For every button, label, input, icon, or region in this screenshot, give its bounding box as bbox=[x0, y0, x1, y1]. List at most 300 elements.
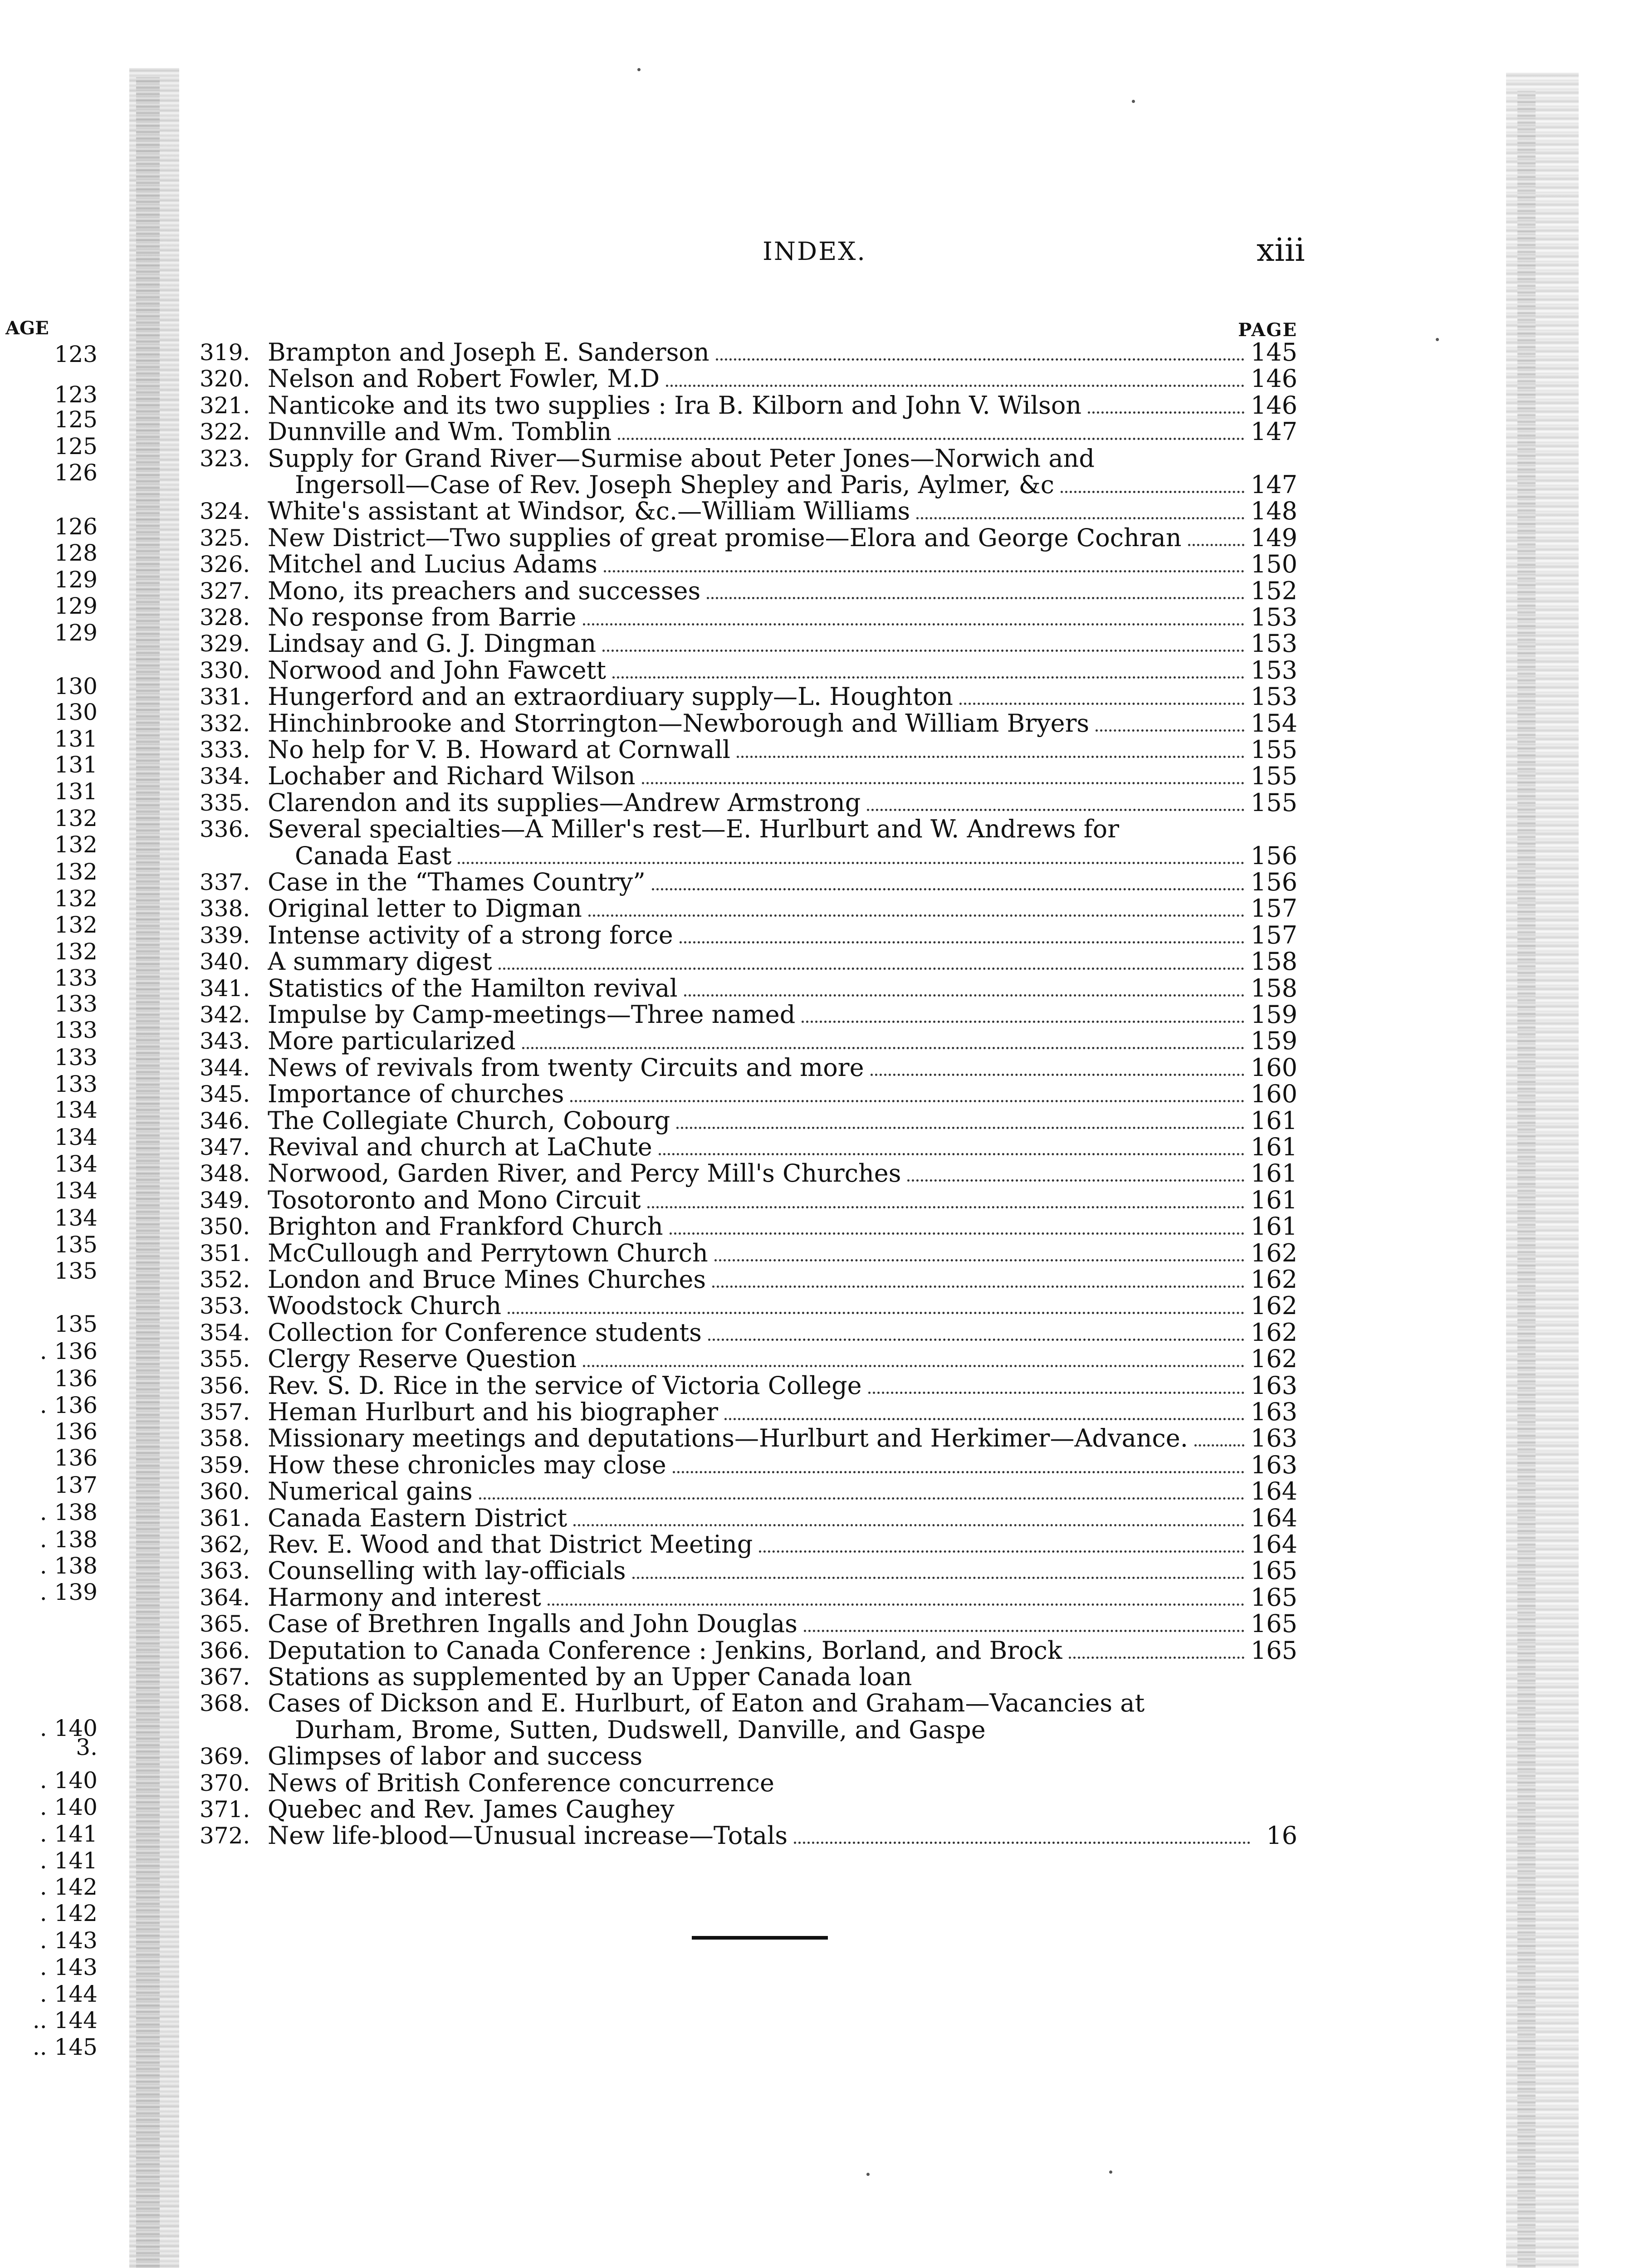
index-entry bbox=[200, 1796, 1297, 1823]
entry-title-line bbox=[295, 1717, 1297, 1743]
facing-page-number: . 140 bbox=[39, 1715, 98, 1741]
index-entry bbox=[200, 948, 1297, 975]
dot-leader bbox=[458, 862, 1244, 864]
facing-page-number: 123 bbox=[54, 381, 98, 408]
entry-text: Clergy Reserve Question bbox=[268, 1346, 577, 1373]
entry-text: Importance of churches bbox=[268, 1081, 564, 1108]
entry-page-number: 159 bbox=[1250, 1028, 1297, 1055]
entry-number: 350. bbox=[200, 1213, 250, 1240]
index-entry bbox=[200, 498, 1297, 524]
entry-title-line bbox=[268, 1478, 1297, 1505]
dot-leader bbox=[794, 1842, 1250, 1844]
running-head-title: INDEX. bbox=[763, 237, 866, 266]
entry-page-number: 160 bbox=[1250, 1081, 1297, 1108]
dot-leader bbox=[647, 1206, 1244, 1208]
entry-title-line bbox=[268, 1160, 1297, 1188]
entry-number: 332. bbox=[200, 710, 250, 737]
entry-title-line bbox=[268, 1373, 1297, 1400]
entry-page-number: 164 bbox=[1250, 1478, 1297, 1505]
entry-text: Hinchinbrooke and Storrington—Newborough and William Bryers bbox=[268, 710, 1090, 738]
entry-number: 346. bbox=[200, 1108, 250, 1134]
dot-leader bbox=[652, 888, 1244, 890]
entry-page-number: 163 bbox=[1250, 1399, 1297, 1426]
entry-number: 327. bbox=[200, 578, 250, 604]
entry-text: Statistics of the Hamilton revival bbox=[268, 975, 678, 1002]
dot-leader bbox=[670, 1232, 1244, 1235]
dot-leader bbox=[583, 623, 1244, 626]
entry-number: 356. bbox=[200, 1373, 250, 1399]
entry-page-number: 156 bbox=[1250, 843, 1297, 870]
dot-leader bbox=[737, 756, 1244, 758]
entry-text: Ingersoll—Case of Rev. Joseph Shepley and Paris, Aylmer, &c bbox=[295, 472, 1054, 499]
index-entry bbox=[200, 339, 1297, 366]
entry-number: 365. bbox=[200, 1611, 250, 1637]
entry-page-number: 164 bbox=[1250, 1505, 1297, 1532]
entry-title-line bbox=[268, 1187, 1297, 1214]
page-edge-texture bbox=[1517, 91, 1536, 2268]
index-entry bbox=[200, 790, 1297, 816]
entry-number: 367. bbox=[200, 1664, 250, 1690]
entry-number: 342. bbox=[200, 1002, 250, 1028]
index-entry bbox=[200, 419, 1297, 445]
facing-page-number: 131 bbox=[54, 778, 98, 805]
entry-title-line bbox=[295, 843, 1297, 870]
dot-leader bbox=[1061, 491, 1244, 493]
index-entry bbox=[200, 975, 1297, 1002]
entry-page-number: 161 bbox=[1250, 1134, 1297, 1161]
entry-title-line bbox=[268, 816, 1297, 842]
facing-page-number: 134 bbox=[54, 1097, 98, 1123]
entry-page-number: 163 bbox=[1250, 1425, 1297, 1452]
entry-number: 326. bbox=[200, 551, 250, 577]
index-entry bbox=[200, 1531, 1297, 1558]
entry-page-number: 160 bbox=[1250, 1055, 1297, 1082]
entry-page-number: 159 bbox=[1250, 1002, 1297, 1029]
entry-page-number: 162 bbox=[1250, 1293, 1297, 1320]
entry-text: News of revivals from twenty Circuits and more bbox=[268, 1055, 864, 1082]
entry-number: 355. bbox=[200, 1346, 250, 1372]
entry-number: 357. bbox=[200, 1399, 250, 1425]
entry-text: Nanticoke and its two supplies : Ira B. Kilborn and John V. Wilson bbox=[268, 392, 1082, 420]
entry-title-line bbox=[268, 1346, 1297, 1373]
facing-page-number: 133 bbox=[54, 1017, 98, 1043]
entry-page-number: 162 bbox=[1250, 1266, 1297, 1294]
facing-page-number: 3. bbox=[76, 1734, 98, 1760]
paper-speck bbox=[1436, 338, 1439, 341]
entry-title-line bbox=[295, 472, 1297, 499]
dot-leader bbox=[907, 1179, 1244, 1182]
paper-speck bbox=[866, 2173, 870, 2176]
index-entry bbox=[200, 1081, 1297, 1107]
entry-number: 336. bbox=[200, 816, 250, 842]
facing-page-number: . 142 bbox=[39, 1874, 98, 1900]
binding-gutter-texture bbox=[136, 77, 160, 2268]
entry-number: 338. bbox=[200, 895, 250, 922]
entry-title-line bbox=[268, 525, 1297, 552]
entry-page-number: 163 bbox=[1250, 1373, 1297, 1400]
facing-page-number: 135 bbox=[54, 1232, 98, 1258]
entry-text: No help for V. B. Howard at Cornwall bbox=[268, 737, 731, 764]
index-entry bbox=[200, 445, 1297, 472]
index-entry bbox=[200, 551, 1297, 577]
facing-page-number: 136 bbox=[54, 1445, 98, 1471]
entry-title-line bbox=[268, 1770, 1297, 1796]
paper-speck bbox=[1109, 2170, 1112, 2174]
index-entry bbox=[200, 843, 1297, 869]
index-entry bbox=[200, 1320, 1297, 1346]
index-entry bbox=[200, 366, 1297, 392]
facing-page-number: 125 bbox=[54, 406, 98, 433]
facing-page-number: . 140 bbox=[39, 1794, 98, 1820]
entry-text: Case of Brethren Ingalls and John Douglas bbox=[268, 1611, 797, 1638]
facing-page-number: . 143 bbox=[39, 1927, 98, 1954]
index-entry bbox=[200, 525, 1297, 551]
entry-page-number: 153 bbox=[1250, 684, 1297, 711]
dot-leader bbox=[676, 1127, 1244, 1129]
paper-speck bbox=[637, 68, 641, 71]
dot-leader bbox=[499, 968, 1244, 970]
entry-text: More particularized bbox=[268, 1028, 516, 1055]
facing-page-number: 134 bbox=[54, 1205, 98, 1231]
entry-title-line bbox=[268, 631, 1297, 658]
dot-leader bbox=[604, 570, 1244, 572]
entry-number: 343. bbox=[200, 1028, 250, 1054]
index-entry bbox=[200, 1028, 1297, 1054]
entry-text: Missionary meetings and deputations—Hurlburt and Herkimer—Advance. bbox=[268, 1425, 1188, 1452]
entry-text: McCullough and Perrytown Church bbox=[268, 1240, 708, 1267]
facing-page-number: 130 bbox=[54, 673, 98, 699]
index-entry bbox=[200, 1108, 1297, 1134]
facing-page-number: 129 bbox=[54, 593, 98, 619]
entry-number: 352. bbox=[200, 1266, 250, 1293]
entry-number: 348. bbox=[200, 1160, 250, 1187]
index-entry bbox=[200, 1584, 1297, 1611]
entry-page-number: 164 bbox=[1250, 1531, 1297, 1559]
entry-page-number: 161 bbox=[1250, 1160, 1297, 1188]
entry-number: 333. bbox=[200, 737, 250, 763]
dot-leader bbox=[712, 1286, 1244, 1288]
entry-number: 369. bbox=[200, 1743, 250, 1769]
entry-title-line bbox=[268, 763, 1297, 790]
entry-page-number: 156 bbox=[1250, 869, 1297, 896]
entry-page-number: 146 bbox=[1250, 392, 1297, 420]
entry-title-line bbox=[268, 1664, 1297, 1690]
dot-leader bbox=[868, 1392, 1244, 1394]
entry-title-line bbox=[268, 1134, 1297, 1161]
index-entry bbox=[200, 1611, 1297, 1637]
index-entry bbox=[200, 1293, 1297, 1319]
facing-page-column-label: AGE bbox=[5, 318, 49, 339]
index-entry bbox=[200, 1399, 1297, 1425]
entry-text: Heman Hurlburt and his biographer bbox=[268, 1399, 719, 1426]
facing-page-number: . 140 bbox=[39, 1767, 98, 1794]
index-entry bbox=[200, 578, 1297, 604]
entry-page-number: 157 bbox=[1250, 922, 1297, 949]
entry-title-line bbox=[268, 551, 1297, 578]
entry-page-number: 158 bbox=[1250, 975, 1297, 1002]
entry-page-number: 163 bbox=[1250, 1452, 1297, 1479]
entry-number: 362, bbox=[200, 1531, 250, 1558]
entry-number: 359. bbox=[200, 1452, 250, 1478]
dot-leader bbox=[642, 782, 1244, 784]
index-entry bbox=[200, 1213, 1297, 1240]
entry-number: 370. bbox=[200, 1770, 250, 1796]
entry-title-line bbox=[268, 1320, 1297, 1347]
facing-page-number: 134 bbox=[54, 1178, 98, 1204]
dot-leader bbox=[479, 1497, 1244, 1500]
entry-text: No response from Barrie bbox=[268, 604, 577, 631]
entry-title-line bbox=[268, 498, 1297, 525]
entry-number: 366. bbox=[200, 1637, 250, 1664]
entry-number: 349. bbox=[200, 1187, 250, 1213]
dot-leader bbox=[1088, 411, 1244, 414]
facing-page-number: 133 bbox=[54, 991, 98, 1017]
dot-leader bbox=[659, 1153, 1244, 1155]
entry-text: Durham, Brome, Sutten, Dudswell, Danville, and Gaspe bbox=[295, 1717, 986, 1743]
entry-title-line bbox=[268, 1584, 1297, 1612]
dot-leader bbox=[724, 1418, 1244, 1420]
entry-page-number: 153 bbox=[1250, 657, 1297, 684]
entry-page-number: 153 bbox=[1250, 631, 1297, 658]
facing-page-number: 132 bbox=[54, 831, 98, 858]
dot-leader bbox=[508, 1312, 1244, 1314]
facing-page-number: 136 bbox=[54, 1418, 98, 1445]
entry-title-line bbox=[268, 578, 1297, 605]
closing-rule bbox=[692, 1936, 828, 1940]
facing-page-number: 132 bbox=[54, 885, 98, 912]
facing-page-number: 132 bbox=[54, 859, 98, 885]
entry-text: New District—Two supplies of great promise—Elora and George Cochran bbox=[268, 525, 1182, 552]
entry-text: Glimpses of labor and success bbox=[268, 1743, 643, 1769]
facing-page-number: . 139 bbox=[39, 1579, 98, 1605]
entry-text: Nelson and Robert Fowler, M.D bbox=[268, 366, 660, 393]
entry-number: 335. bbox=[200, 790, 250, 816]
entry-title-line bbox=[268, 339, 1297, 367]
entry-title-line bbox=[268, 1108, 1297, 1135]
facing-page-number: 129 bbox=[54, 620, 98, 646]
entry-title-line bbox=[268, 1213, 1297, 1241]
facing-page-number: . 141 bbox=[39, 1821, 98, 1847]
entry-page-number: 153 bbox=[1250, 604, 1297, 631]
entry-title-line bbox=[268, 1293, 1297, 1320]
entry-text: Intense activity of a strong force bbox=[268, 922, 673, 949]
facing-page-number: 132 bbox=[54, 912, 98, 938]
facing-page-number: . 138 bbox=[39, 1499, 98, 1525]
entry-title-line bbox=[268, 1796, 1297, 1823]
dot-leader bbox=[714, 1259, 1244, 1261]
entry-page-number: 161 bbox=[1250, 1108, 1297, 1135]
index-entry bbox=[200, 1346, 1297, 1372]
dot-leader bbox=[804, 1630, 1244, 1632]
entry-number: 320. bbox=[200, 366, 250, 392]
facing-page-number: 136 bbox=[54, 1365, 98, 1392]
index-entry bbox=[200, 763, 1297, 789]
entry-text: Stations as supplemented by an Upper Canada loan bbox=[268, 1664, 912, 1690]
dot-leader bbox=[1194, 1444, 1244, 1447]
entry-number: 323. bbox=[200, 445, 250, 472]
entry-number: 372. bbox=[200, 1823, 250, 1849]
facing-page-number: 137 bbox=[54, 1472, 98, 1498]
entry-title-line bbox=[268, 1505, 1297, 1532]
index-entry bbox=[200, 1717, 1297, 1743]
entry-text: How these chronicles may close bbox=[268, 1452, 666, 1479]
facing-page-number: 134 bbox=[54, 1124, 98, 1150]
entry-title-line bbox=[268, 604, 1297, 631]
entry-text: Brighton and Frankford Church bbox=[268, 1213, 663, 1241]
facing-page-number: 135 bbox=[54, 1258, 98, 1284]
index-entry bbox=[200, 631, 1297, 657]
dot-leader bbox=[684, 994, 1244, 997]
entry-number: 344. bbox=[200, 1055, 250, 1081]
entry-number: 331. bbox=[200, 684, 250, 710]
facing-page-number: . 136 bbox=[39, 1392, 98, 1418]
entry-page-number: 155 bbox=[1250, 763, 1297, 790]
dot-leader bbox=[802, 1021, 1244, 1023]
entry-text: Case in the “Thames Country” bbox=[268, 869, 646, 896]
index-entry bbox=[200, 710, 1297, 737]
entry-title-line bbox=[268, 922, 1297, 949]
facing-page-number: 125 bbox=[54, 433, 98, 459]
entry-text: Brampton and Joseph E. Sanderson bbox=[268, 339, 709, 367]
entry-page-number: 165 bbox=[1250, 1558, 1297, 1585]
entry-title-line bbox=[268, 869, 1297, 896]
entry-text: Lindsay and G. J. Dingman bbox=[268, 631, 597, 658]
entry-text: Dunnville and Wm. Tomblin bbox=[268, 419, 612, 446]
entry-text: Woodstock Church bbox=[268, 1293, 502, 1320]
index-entry bbox=[200, 922, 1297, 948]
index-entry bbox=[200, 1452, 1297, 1478]
facing-page-number: . 143 bbox=[39, 1954, 98, 1980]
index-entry bbox=[200, 1664, 1297, 1690]
index-entry bbox=[200, 1637, 1297, 1664]
dot-leader bbox=[632, 1577, 1244, 1579]
index-entry bbox=[200, 1002, 1297, 1028]
facing-page-number: 131 bbox=[54, 726, 98, 752]
index-entry bbox=[200, 392, 1297, 419]
entry-number: 334. bbox=[200, 763, 250, 789]
facing-page-number: . 138 bbox=[39, 1526, 98, 1553]
entry-title-line bbox=[268, 1002, 1297, 1029]
facing-page-number: 131 bbox=[54, 752, 98, 778]
entry-text: White's assistant at Windsor, &c.—William Williams bbox=[268, 498, 910, 525]
index-entry bbox=[200, 1690, 1297, 1716]
dot-leader bbox=[522, 1047, 1244, 1049]
entry-number: 319. bbox=[200, 339, 250, 366]
dot-leader bbox=[871, 1074, 1244, 1076]
entry-text: Impulse by Camp-meetings—Three named bbox=[268, 1002, 796, 1029]
dot-leader bbox=[666, 385, 1244, 387]
entry-text: Collection for Conference students bbox=[268, 1320, 702, 1347]
entry-title-line bbox=[268, 737, 1297, 764]
index-entry bbox=[200, 1770, 1297, 1796]
facing-page-number: 133 bbox=[54, 1044, 98, 1070]
entry-page-number: 161 bbox=[1250, 1213, 1297, 1241]
dot-leader bbox=[583, 1365, 1244, 1367]
dot-leader bbox=[1188, 544, 1244, 546]
entry-number: 364. bbox=[200, 1584, 250, 1611]
entry-number: 340. bbox=[200, 948, 250, 975]
entry-page-number: 165 bbox=[1250, 1637, 1297, 1665]
entry-title-line bbox=[268, 1637, 1297, 1665]
entry-number: 360. bbox=[200, 1478, 250, 1505]
entry-title-line bbox=[268, 366, 1297, 393]
page-column-label: PAGE bbox=[1238, 319, 1297, 341]
entry-page-number: 146 bbox=[1250, 366, 1297, 393]
entry-title-line bbox=[268, 1531, 1297, 1559]
dot-leader bbox=[673, 1471, 1244, 1473]
entry-page-number: 155 bbox=[1250, 790, 1297, 817]
entry-number: 325. bbox=[200, 525, 250, 551]
entry-title-line bbox=[268, 1240, 1297, 1267]
entry-text: Revival and church at LaChute bbox=[268, 1134, 652, 1161]
entry-text: Original letter to Digman bbox=[268, 895, 582, 923]
entry-page-number: 162 bbox=[1250, 1240, 1297, 1267]
entry-title-line bbox=[268, 392, 1297, 420]
entry-title-line bbox=[268, 684, 1297, 711]
entry-text: Mono, its preachers and successes bbox=[268, 578, 701, 605]
dot-leader bbox=[612, 676, 1244, 679]
dot-leader bbox=[1096, 729, 1244, 732]
entry-number: 330. bbox=[200, 657, 250, 684]
entry-number: 361. bbox=[200, 1505, 250, 1531]
facing-page-number: 123 bbox=[54, 341, 98, 367]
index-entry bbox=[200, 737, 1297, 763]
index-entry bbox=[200, 1266, 1297, 1293]
entry-text: Norwood and John Fawcett bbox=[268, 657, 606, 684]
facing-page-number: 126 bbox=[54, 513, 98, 540]
entry-text: Lochaber and Richard Wilson bbox=[268, 763, 636, 790]
entry-page-number: 148 bbox=[1250, 498, 1297, 525]
entry-number: 321. bbox=[200, 392, 250, 419]
facing-page-number: .. 144 bbox=[32, 2007, 98, 2033]
index-entry bbox=[200, 1425, 1297, 1452]
entry-text: Deputation to Canada Conference : Jenkins, Borland, and Brock bbox=[268, 1637, 1062, 1665]
index-entry bbox=[200, 1240, 1297, 1266]
facing-page-number: . 141 bbox=[39, 1848, 98, 1874]
entry-page-number: 16 bbox=[1266, 1823, 1297, 1850]
entry-text: Cases of Dickson and E. Hurlburt, of Eaton and Graham—Vacancies at bbox=[268, 1690, 1145, 1716]
index-entry bbox=[200, 1823, 1297, 1849]
dot-leader bbox=[1069, 1657, 1244, 1659]
entry-text: Canada Eastern District bbox=[268, 1505, 567, 1532]
entry-title-line bbox=[268, 1081, 1297, 1108]
facing-page-number: . 142 bbox=[39, 1900, 98, 1926]
entry-title-line bbox=[268, 895, 1297, 923]
facing-page-number: 128 bbox=[54, 540, 98, 566]
entry-number: 324. bbox=[200, 498, 250, 524]
page-edge-shadow bbox=[1506, 73, 1579, 2268]
entry-title-line bbox=[268, 1823, 1297, 1850]
folio-page-number: xiii bbox=[1257, 231, 1305, 269]
dot-leader bbox=[707, 597, 1244, 599]
dot-leader bbox=[618, 438, 1244, 440]
paper-speck bbox=[1132, 100, 1135, 103]
entry-title-line bbox=[268, 1266, 1297, 1294]
entry-text: Canada East bbox=[295, 843, 452, 870]
index-entry bbox=[200, 1478, 1297, 1505]
dot-leader bbox=[573, 1524, 1244, 1526]
entry-page-number: 149 bbox=[1250, 525, 1297, 552]
entry-title-line bbox=[268, 1425, 1297, 1452]
entry-title-line bbox=[268, 1452, 1297, 1479]
entry-page-number: 161 bbox=[1250, 1187, 1297, 1214]
entry-page-number: 162 bbox=[1250, 1320, 1297, 1347]
entry-text: New life-blood—Unusual increase—Totals bbox=[268, 1823, 788, 1850]
dot-leader bbox=[959, 703, 1244, 705]
facing-page-number: .. 145 bbox=[32, 2034, 98, 2060]
index-entry bbox=[200, 1160, 1297, 1187]
facing-page-number: . 136 bbox=[39, 1338, 98, 1364]
